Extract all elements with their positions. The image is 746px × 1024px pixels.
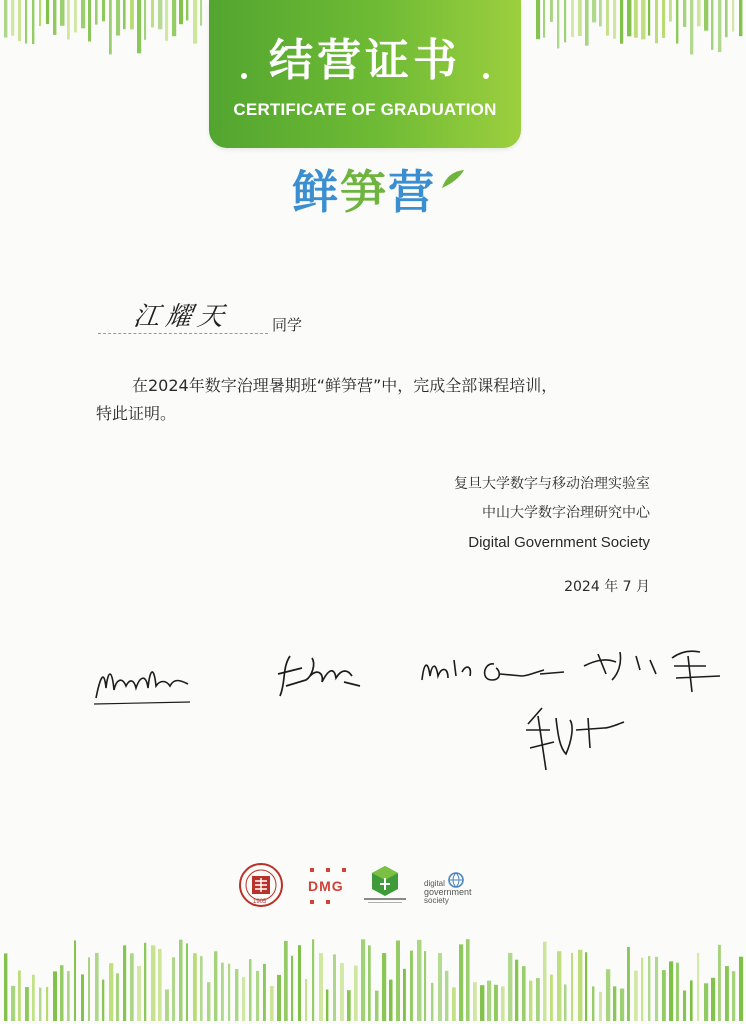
recipient-name-underline xyxy=(98,333,268,334)
body-line-2: 特此证明。 xyxy=(96,404,177,423)
recipient-suffix: 同学 xyxy=(272,316,303,334)
issuer-dgs: Digital Government Society xyxy=(468,534,650,551)
sysu-caption-lines xyxy=(364,898,406,904)
dmg-logo-text: DMG xyxy=(308,878,344,894)
issue-date: 2024 年 7 月 xyxy=(564,579,650,595)
signature-1 xyxy=(92,658,196,708)
signature-area xyxy=(0,630,746,780)
issuer-list xyxy=(454,470,650,557)
header-banner xyxy=(209,0,521,148)
body-line-1: 在2024年数字治理暑期班“鲜笋营”中，完成全部课程培训， xyxy=(132,376,558,395)
recipient-name-handwritten: 江耀天 xyxy=(131,302,232,332)
camp-logo-char-1: 鲜 xyxy=(292,165,340,219)
sysu-cube-icon xyxy=(370,864,400,898)
certificate-subtitle: CERTIFICATE OF GRADUATION xyxy=(233,100,497,119)
bottom-stripe-decoration xyxy=(0,939,746,1024)
banner-dot-right xyxy=(483,73,489,79)
fudan-seal-year: 1905 xyxy=(253,899,267,905)
footer-logos xyxy=(238,862,498,912)
camp-logo xyxy=(292,160,472,226)
issuer-sysu: 中山大学数字治理研究中心 xyxy=(482,505,650,521)
certificate-title: 结营证书 xyxy=(269,35,461,86)
dgs-line-2: government xyxy=(424,887,472,897)
dgs-line-3: society xyxy=(424,896,449,905)
signature-3 xyxy=(418,646,568,696)
camp-logo-char-3: 营 xyxy=(388,165,436,219)
signature-5 xyxy=(520,700,628,778)
dgs-line-1: digital xyxy=(424,879,445,888)
signature-4 xyxy=(576,640,726,704)
camp-logo-char-2: 笋 xyxy=(340,165,388,219)
leaf-icon xyxy=(440,168,466,190)
signature-2 xyxy=(272,646,368,706)
certificate-body xyxy=(96,372,656,428)
issuer-fudan: 复旦大学数字与移动治理实验室 xyxy=(454,476,650,492)
